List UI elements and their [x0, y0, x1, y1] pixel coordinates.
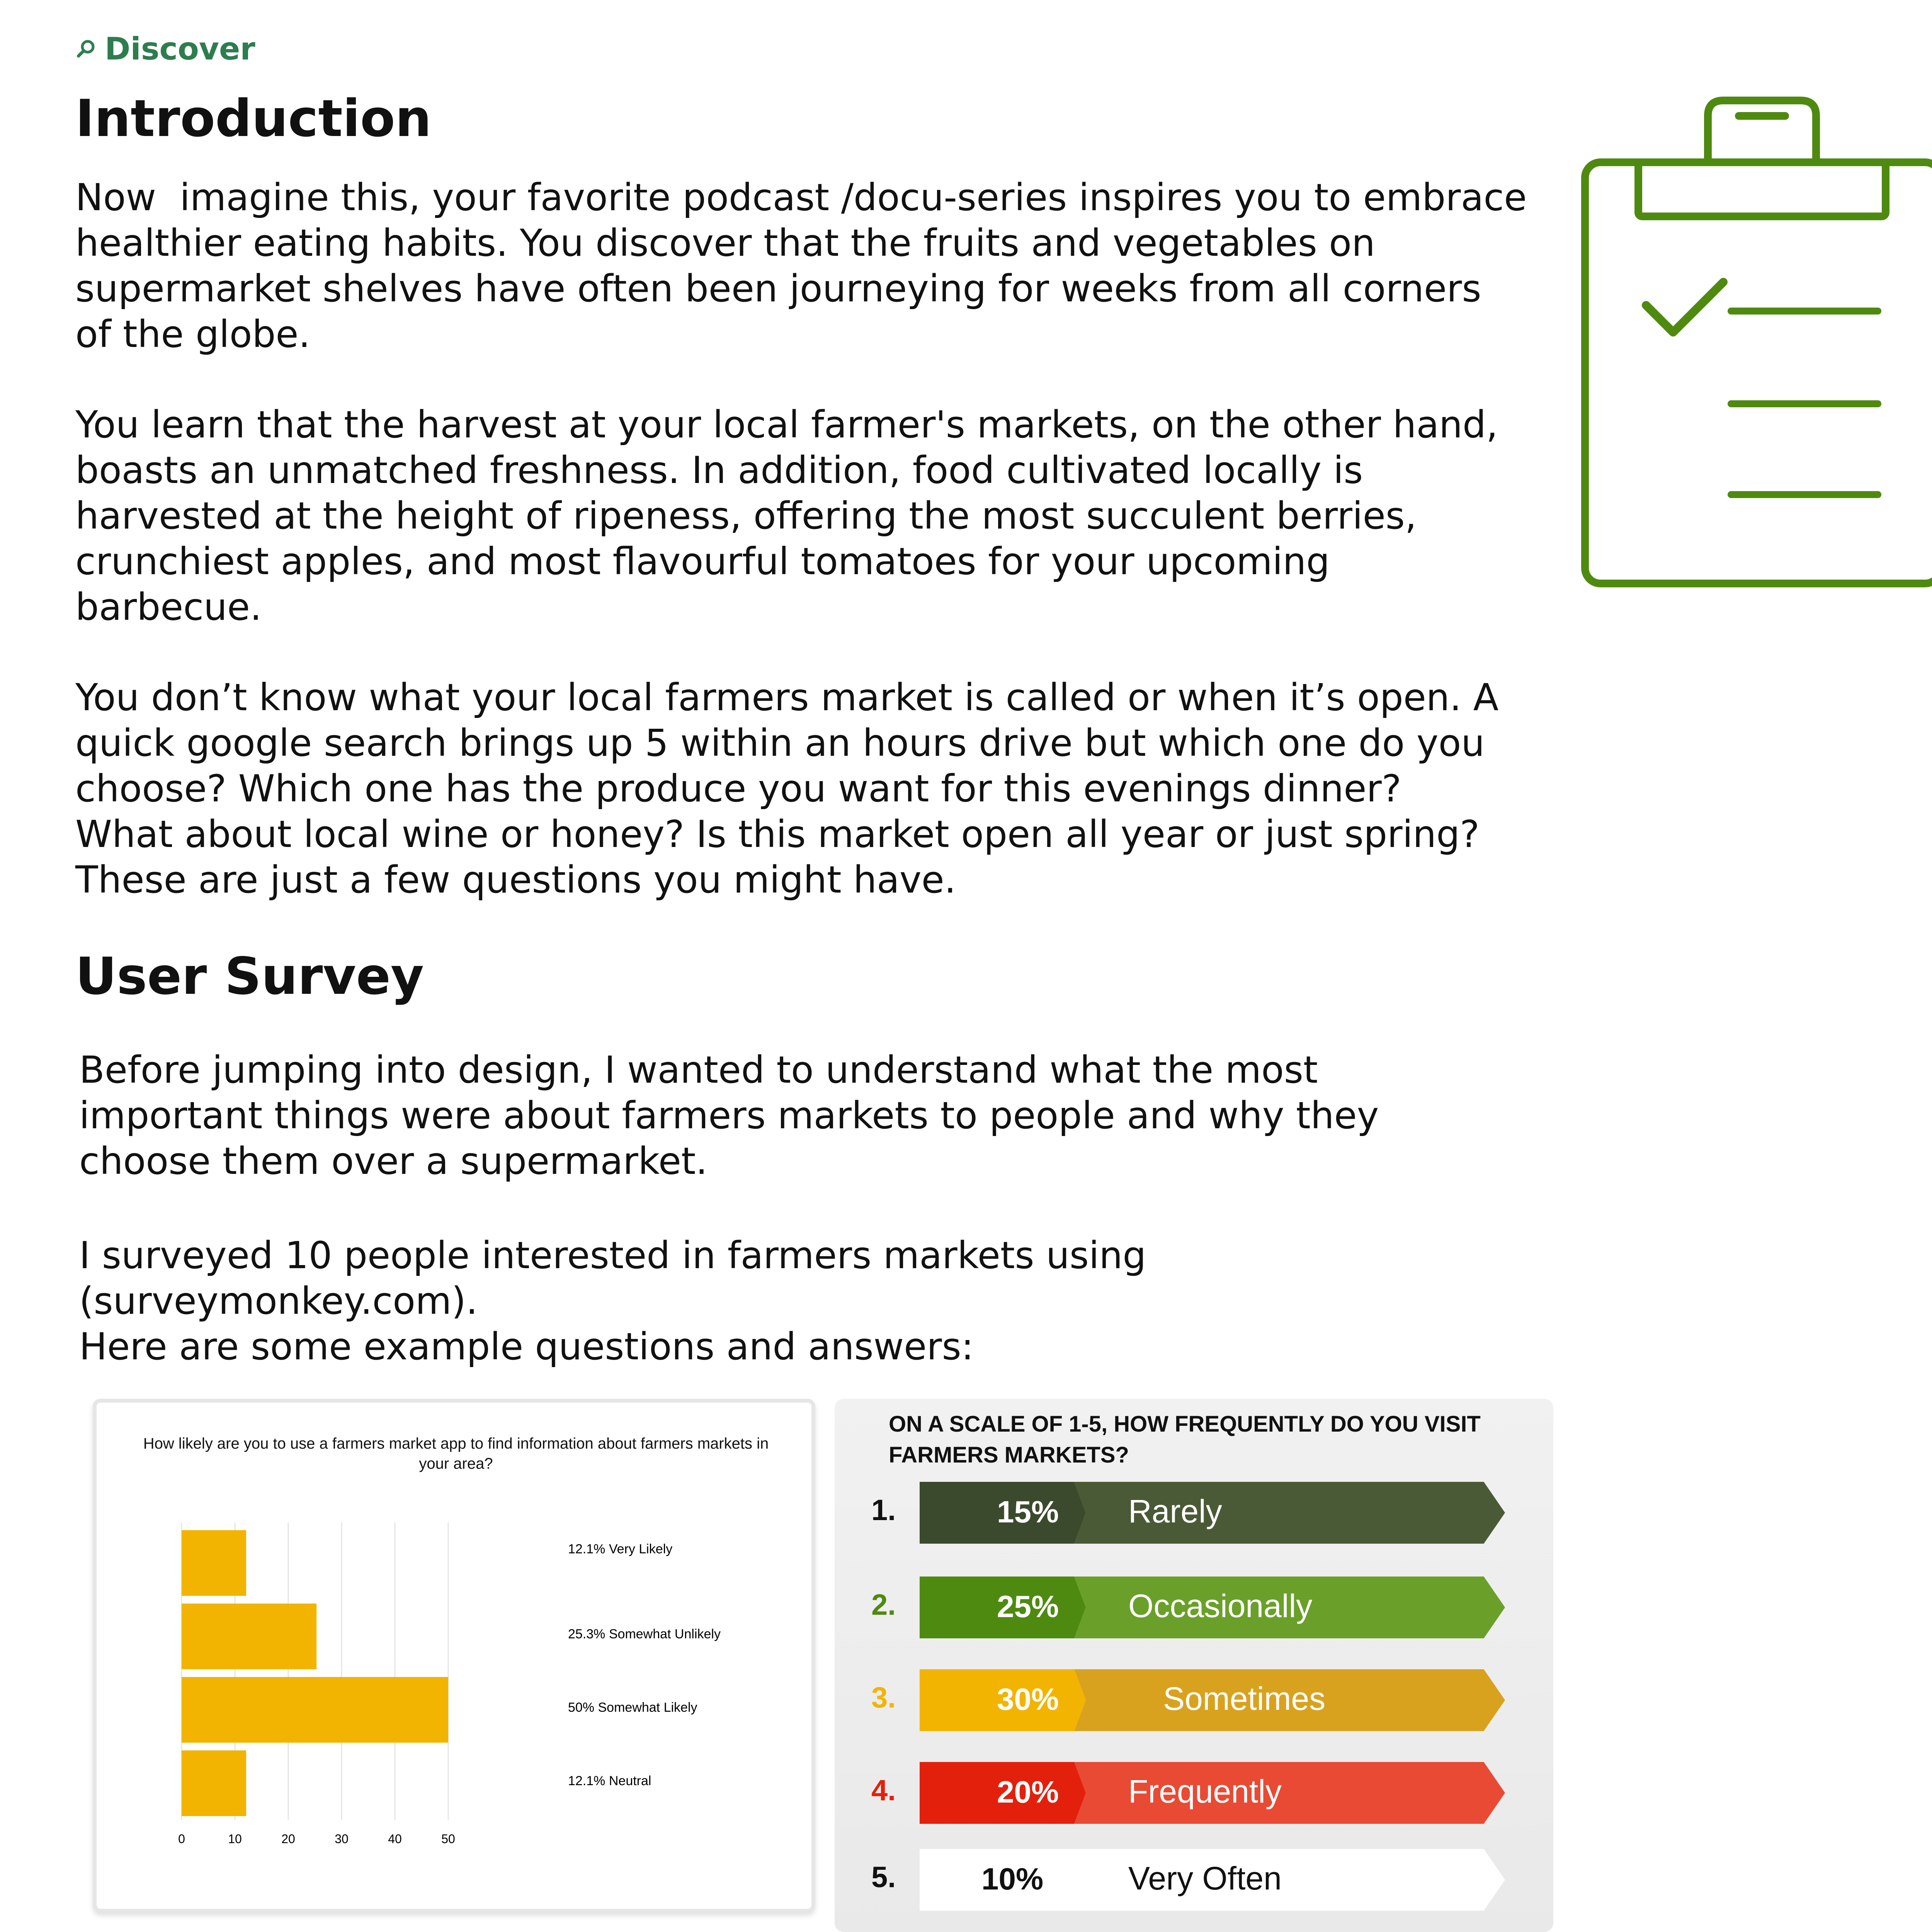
frequency-label: Frequently	[1128, 1773, 1282, 1810]
frequency-title: ON A SCALE OF 1-5, HOW FREQUENTLY DO YOU VISIT FARMERS MARKETS?	[889, 1412, 1481, 1468]
intro-paragraph-3: You don’t know what your local farmers market is called or when it’s open. A quick google search brings up 5 within an hours drive but which one do you choose? Which one has the produce you want for this evenings dinner? What about local wine or honey? Is this market open all year or just spring? These are just a few questions you might have.	[75, 676, 1499, 901]
discover-label: Discover	[105, 31, 255, 67]
x-tick-label: 10	[228, 1832, 242, 1846]
frequency-row-number: 3.	[871, 1681, 896, 1714]
intro-paragraph-2: You learn that the harvest at your local farmer's markets, on the other hand, boasts an unmatched freshness. In addition, food cultivated locally is harvested at the height of ripeness, offering the most succulent berries, crunchiest apples, and most flavourful tomatoes for your upcoming barbecue.	[75, 403, 1498, 629]
clipboard-checklist-icon	[1577, 93, 1932, 595]
survey-paragraph-1: Before jumping into design, I wanted to understand what the most important things were about farmers markets to people and why they choose them over a supermarket.	[79, 1048, 1379, 1183]
likelihood-bar-label: 12.1% Very Likely	[568, 1542, 673, 1556]
likelihood-bar-chart	[97, 1403, 811, 1909]
frequency-percent: 15%	[997, 1495, 1059, 1529]
search-icon	[75, 38, 97, 60]
survey-paragraph-2: I surveyed 10 people interested in farmers markets using (surveymonkey.com). Here are some example questions and answers:	[79, 1234, 1146, 1368]
frequency-percent: 30%	[997, 1682, 1059, 1716]
x-tick-label: 0	[178, 1832, 185, 1846]
likelihood-bar-label: 12.1% Neutral	[568, 1774, 651, 1788]
discover-link[interactable]	[75, 31, 255, 67]
frequency-row-number: 4.	[871, 1774, 896, 1807]
frequency-row-number: 2.	[871, 1588, 896, 1621]
frequency-card	[835, 1399, 1553, 1932]
frequency-percent: 25%	[997, 1589, 1059, 1624]
intro-paragraph-1: Now imagine this, your favorite podcast /docu-series inspires you to embrace healthier eating habits. You discover that the fruits and vegetables on supermarket shelves have often been journeying for weeks from all corners of the globe.	[75, 176, 1527, 356]
x-tick-label: 50	[441, 1832, 455, 1846]
likelihood-bar	[182, 1604, 316, 1669]
frequency-label: Occasionally	[1128, 1588, 1313, 1624]
frequency-label: Rarely	[1128, 1493, 1222, 1529]
likelihood-chart-card	[93, 1399, 815, 1913]
survey-heading: User Survey	[75, 947, 424, 1006]
likelihood-bar	[182, 1750, 246, 1816]
likelihood-bar-label: 50% Somewhat Likely	[568, 1700, 697, 1715]
intro-heading: Introduction	[75, 89, 432, 148]
x-tick-label: 30	[335, 1832, 349, 1846]
frequency-percent: 20%	[997, 1775, 1059, 1809]
frequency-label: Very Often	[1128, 1860, 1282, 1896]
frequency-label: Sometimes	[1163, 1680, 1326, 1717]
frequency-percent: 10%	[981, 1862, 1044, 1896]
likelihood-bar	[182, 1677, 448, 1743]
likelihood-bar-label: 25.3% Somewhat Unlikely	[568, 1627, 721, 1641]
x-tick-label: 40	[388, 1832, 402, 1846]
frequency-row-number: 1.	[871, 1494, 896, 1527]
likelihood-bar	[182, 1530, 246, 1596]
frequency-row-number: 5.	[871, 1861, 896, 1894]
x-tick-label: 20	[281, 1832, 295, 1846]
likelihood-chart-title: How likely are you to use a farmers market app to find information about farmers markets in your area?	[143, 1435, 769, 1472]
